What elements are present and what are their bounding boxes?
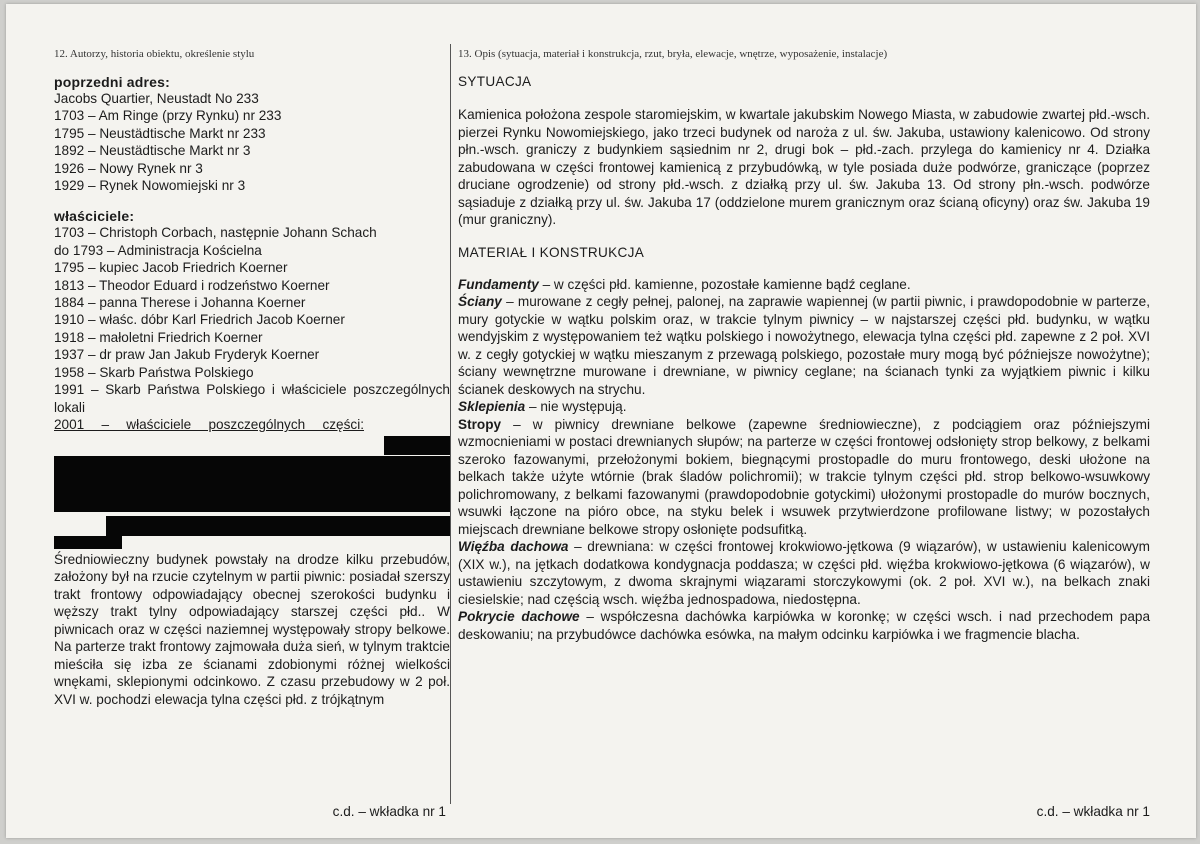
material-item-text: – w części płd. kamienne, pozostałe kamienne bądź ceglane. [538, 276, 911, 292]
right-continued-note: c.d. – wkładka nr 1 [1036, 804, 1150, 819]
material-item-term: Pokrycie dachowe [458, 609, 580, 624]
left-column [54, 48, 450, 828]
left-heading: 12. Autorzy, historia obiektu, określenie stylu [54, 48, 255, 60]
owner-1991: 1991 – Skarb Państwa Polskiego i właściciele poszczególnych lokali [54, 382, 450, 415]
address-entry: 1929 – Rynek Nowomiejski nr 3 [54, 178, 246, 194]
address-entry: Jacobs Quartier, Neustadt No 233 [54, 91, 259, 106]
owner-entry: 1884 – panna Therese i Johanna Koerner [54, 295, 306, 311]
redaction-block-owners-2001 [54, 456, 450, 512]
redaction-block-2002-b [54, 536, 122, 549]
address-list [54, 90, 450, 194]
left-continued-note: c.d. – wkładka nr 1 [332, 804, 446, 819]
owner-entry: 1958 – Skarb Państwa Polskiego [54, 364, 254, 380]
address-entry: 1703 – Am Ringe (przy Rynku) nr 233 [54, 108, 282, 124]
material-label: MATERIAŁ I KONSTRUKCJA [458, 244, 645, 260]
document-sheet [6, 4, 1196, 838]
material-item [458, 608, 1150, 643]
previous-address-label: poprzedni adres: [54, 74, 170, 90]
material-item [458, 293, 1150, 398]
material-item-text: – nie występują. [525, 399, 627, 414]
material-item [458, 416, 1150, 539]
owner-2001: 2001 – właściciele poszczególnych części: [54, 417, 364, 433]
material-item-term: Stropy [458, 416, 502, 432]
material-item-term: Więźba dachowa [458, 539, 569, 554]
situation-label: SYTUACJA [458, 74, 532, 89]
situation-text: Kamienica położona zespole staromiejskim, w kwartale jakubskim Nowego Miasta, w zabudowie zwartej płd.-wsch. pierzei Rynku Nowomiejskiego, jako trzeci budynek od naroża z ul. św. Jakuba, ustawiony kalenicowo. Od strony płn.-wsch. graniczy z budynkiem sąsiednim nr 2, drugi bok – płd.-zach. przylega do kamienicy nr 4. Działka zabudowana w części frontowej kamienicą z przybudówką, w tyle posiada duże podwórze, graniczące (poprzez druciane ogrodzenie) od strony płd.-wsch. z działką przy ul. św. Jakuba 13. Od strony płn.-wsch. podwórze sąsiaduje z działką przy ul. św. Jakuba 17 (oddzielone murem granicznym oraz ścianą oficyny) oraz św. Jakuba 19 (mur graniczny). [458, 107, 1150, 227]
owners-label: właściciele: [54, 208, 135, 225]
owner-entry: 1813 – Theodor Eduard i rodzeństwo Koerner [54, 277, 330, 293]
right-heading: 13. Opis (sytuacja, materiał i konstrukcja, rzut, bryła, elewacje, wnętrze, wyposażenie, instalacje) [458, 48, 888, 60]
owner-entry: 1918 – małoletni Friedrich Koerner [54, 329, 263, 345]
material-item-term: Ściany [458, 294, 502, 309]
material-item-text: – w piwnicy drewniane belkowe (zapewne średniowieczne), z podciągiem oraz późniejszymi wzmocnieniami w postaci drewnianych słupów; na parterze w części frontowej odsłonięty strop belkowy, z belkami szeroko fazowanymi, przełożonymi bokiem, biegnącymi prostopadle do muru frontowego, deski ułożone na belkach także użyte wtórnie (brak śladów polichromii); w trakcie tylnym części płd. strop belkowo-wsuwkowy polichromowany, z belkami fazowanymi (prawdopodobnie gotyckimi) ułożonymi prostopadle do murów bocznych, wsuwki łączone na pióro obce, na styku belek i wsuwek przytwierdzone profilowane listwy; w pozostałych miejscach drewniane belkowe stropy osłonięte podsufitką. [458, 416, 1150, 537]
history-text: Średniowieczny budynek powstały na drodze kilku przebudów, założony był na rzucie czytelnym w partii piwnic: posiadał szerszy trakt frontowy odpowiadający obecnej szerokości budynku i węższy trakt tylny odpowiadający starszej części płd.. W piwnicach oraz w części naziemnej występowały stropy belkowe. Na parterze trakt frontowy zajmowała duża sień, w tylnym traktcie mieściła się izba ze ścianami zdobionymi różnej wielkości wnękami, sklepionymi odcinkowo. Z czasu przebudowy w 2 poł. XVI w. pochodzi elewacja tylna części płd. z trójkątnym [54, 551, 450, 707]
material-item [458, 276, 1150, 294]
material-items [458, 276, 1150, 644]
address-entry: 1795 – Neustädtische Markt nr 233 [54, 125, 266, 141]
column-divider [450, 44, 451, 804]
owners-list [54, 224, 450, 381]
material-item-term: Sklepienia [458, 399, 526, 414]
redaction-block-2001 [384, 436, 450, 455]
material-item-term: Fundamenty [458, 276, 539, 292]
redaction-block-2002 [106, 516, 450, 536]
material-item [458, 538, 1150, 608]
right-column [458, 48, 1150, 828]
material-item [458, 398, 1150, 416]
owner-entry: do 1793 – Administracja Kościelna [54, 242, 262, 258]
owner-entry: 1937 – dr praw Jan Jakub Fryderyk Koerner [54, 347, 320, 363]
owner-entry: 1795 – kupiec Jacob Friedrich Koerner [54, 260, 288, 276]
owner-entry: 1703 – Christoph Corbach, następnie Johann Schach [54, 225, 377, 241]
owner-entry: 1910 – właśc. dóbr Karl Friedrich Jacob Koerner [54, 312, 345, 328]
address-entry: 1892 – Neustädtische Markt nr 3 [54, 143, 251, 159]
material-item-text: – drewniana: w części frontowej krokwiowo-jętkowa (9 wiązarów), w ustawieniu kalenicowym (XIX w.), na jętkach dodatkowa kondygnacja poddasza; w części płd. więźba krokwiowo-jętkowa (6 wiązarów), w ustawieniu szczytowym, z dwoma skrajnymi wiązarami storczykowymi (ok. 2 poł. XVI w.), na belkach znaki ciesielskie; nad częścią wsch. więźba jednospadowa, niedostępna. [458, 539, 1150, 607]
address-entry: 1926 – Nowy Rynek nr 3 [54, 160, 203, 176]
material-item-text: – współczesna dachówka karpiówka w koronkę; w części wsch. i nad przechodem papa deskowaniu; na przybudówce dachówka esówka, na małym odcinku karpiówka i we fragmencie blacha. [458, 609, 1150, 642]
material-item-text: – murowane z cegły pełnej, palonej, na zaprawie wapiennej (w partii piwnic, i prawdopodobnie w parterze, mury gotyckie w wątku polskim oraz, w trakcie tylnym piwnicy – w najstarszej części płd. budynku, w wątku wendyjskim z występowaniem też wątku polskiego i nowożytnego, elewacja tylna części płd. zapewne z 2 poł. XVI w. z cegły gotyckiej w wątku mieszanym z przewagą polskiego, pozostałe mury mogą być późniejsze nowożytne); ściany wewnętrzne murowane i drewniane, w piwnicy ceglane; na ścianach tynki za wyjątkiem piwnic i kilku ścianek deskowych na strychu. [458, 294, 1150, 397]
